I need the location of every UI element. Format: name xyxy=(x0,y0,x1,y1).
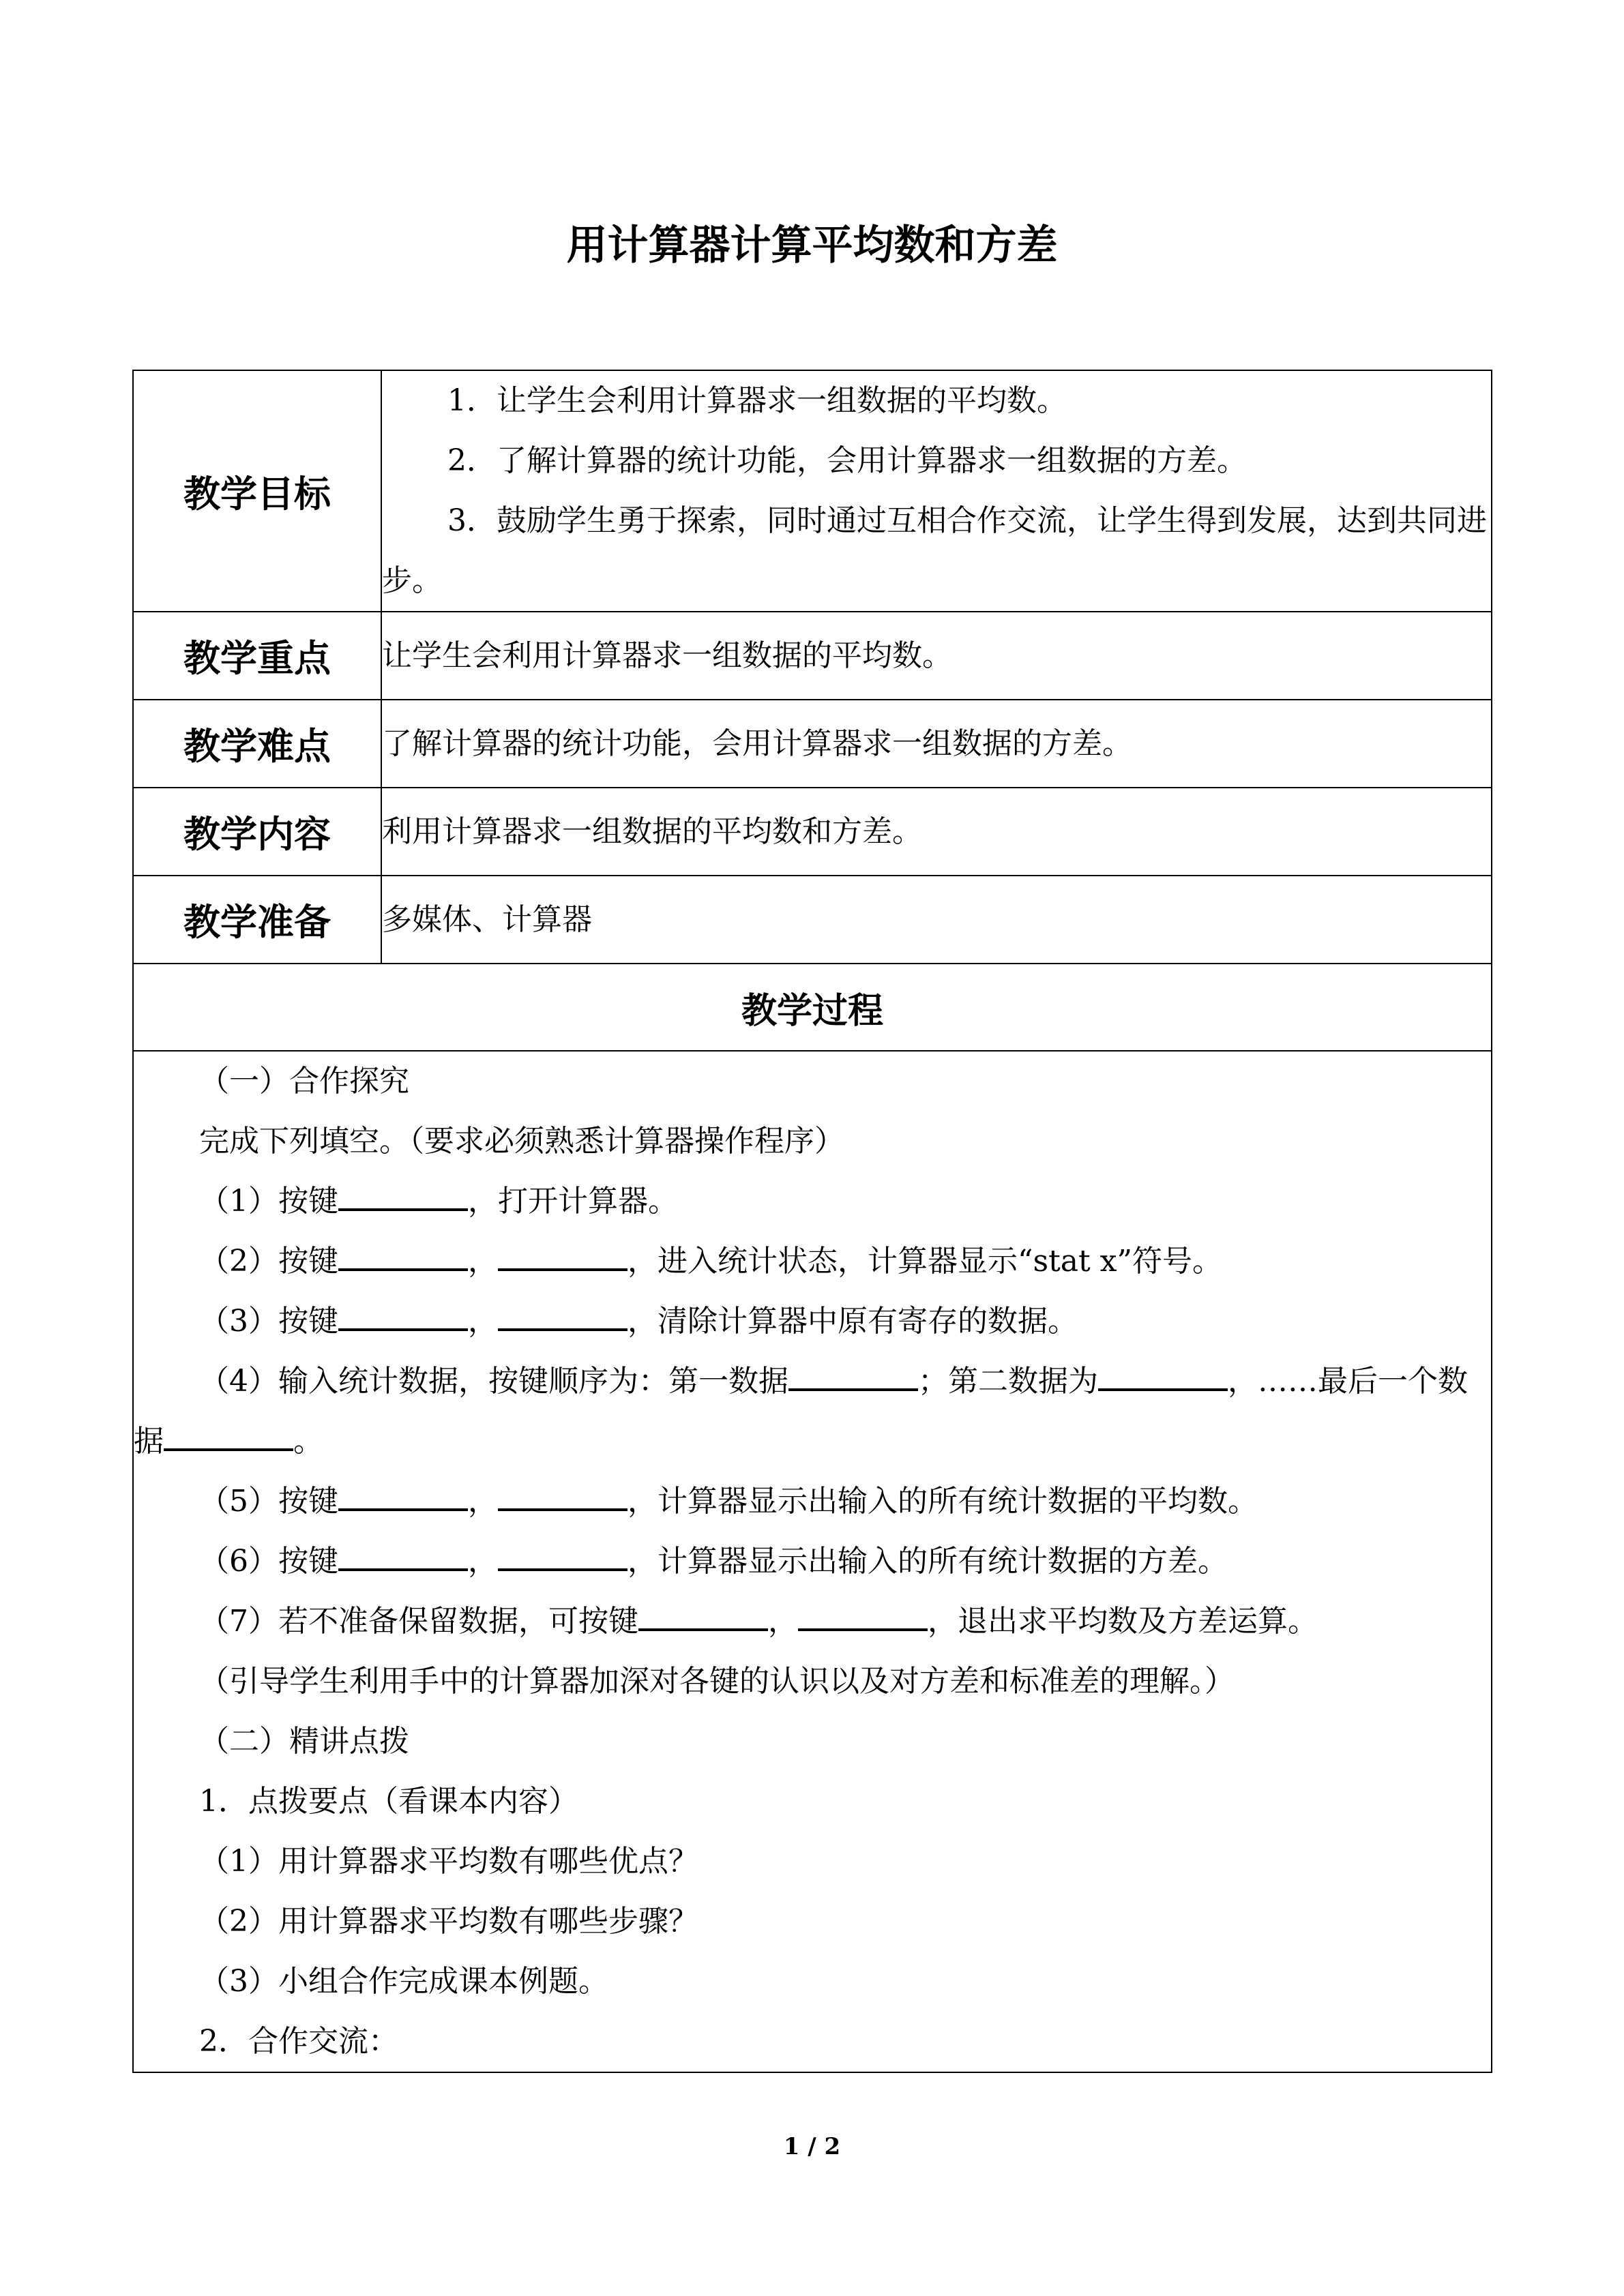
section-1-intro: 完成下列填空。（要求必须熟悉计算器操作程序） xyxy=(199,1124,844,1159)
label-key-point: 教学重点 xyxy=(133,612,381,700)
answer-blank xyxy=(338,1237,468,1271)
label-content: 教学内容 xyxy=(133,788,381,876)
answer-blank xyxy=(338,1177,468,1211)
preparation-text: 多媒体、计算器 xyxy=(381,876,1492,964)
key-point-text: 让学生会利用计算器求一组数据的平均数。 xyxy=(381,612,1492,700)
q1-text: （1）按键 xyxy=(199,1184,338,1219)
process-header: 教学过程 xyxy=(133,964,1492,1051)
row-goals xyxy=(133,370,1492,612)
section-1-title: （一）合作探究 xyxy=(199,1064,409,1099)
label-goals: 教学目标 xyxy=(133,370,381,612)
q2-text: （2）按键 xyxy=(199,1244,338,1279)
q3-sep: ， xyxy=(468,1304,498,1339)
q7-text-end: ，退出求平均数及方差运算。 xyxy=(928,1604,1318,1639)
q5-text: （5）按键 xyxy=(199,1484,338,1519)
question-1 xyxy=(134,1172,1491,1232)
row-process-header xyxy=(133,964,1492,1051)
row-content xyxy=(133,788,1492,876)
goal-item: 2．了解计算器的统计功能，会用计算器求一组数据的方差。 xyxy=(447,443,1247,478)
question-5 xyxy=(134,1472,1491,1532)
question-6 xyxy=(134,1532,1491,1592)
content-text: 利用计算器求一组数据的平均数和方差。 xyxy=(381,788,1492,876)
q5-sep: ， xyxy=(468,1484,498,1519)
q3-text-end: ，清除计算器中原有寄存的数据。 xyxy=(628,1304,1078,1339)
row-preparation xyxy=(133,876,1492,964)
q7-sep: ， xyxy=(768,1604,798,1639)
q4-text: （4）输入统计数据，按键顺序为：第一数据 xyxy=(199,1364,788,1399)
point-1-3: （3）小组合作完成课本例题。 xyxy=(199,1964,608,1999)
q2-sep: ， xyxy=(468,1244,498,1279)
q2-text-end: ，进入统计状态，计算器显示“stat x”符号。 xyxy=(628,1244,1222,1279)
row-difficulty xyxy=(133,700,1492,788)
answer-blank xyxy=(788,1357,918,1391)
label-preparation: 教学准备 xyxy=(133,876,381,964)
goal-item: 3．鼓励学生勇于探索，同时通过互相合作交流，让学生得到发展，达到共同进步。 xyxy=(382,503,1487,598)
row-process-body xyxy=(133,1051,1492,2072)
question-7 xyxy=(134,1592,1491,1652)
answer-blank xyxy=(164,1417,293,1451)
answer-blank xyxy=(798,1597,928,1631)
difficulty-text: 了解计算器的统计功能，会用计算器求一组数据的方差。 xyxy=(381,700,1492,788)
label-difficulty: 教学难点 xyxy=(133,700,381,788)
goal-item: 1．让学生会利用计算器求一组数据的平均数。 xyxy=(447,383,1067,418)
answer-blank xyxy=(498,1477,628,1511)
q4-text-end: 。 xyxy=(293,1424,323,1459)
q5-text-end: ，计算器显示出输入的所有统计数据的平均数。 xyxy=(628,1484,1258,1519)
question-4 xyxy=(134,1352,1491,1472)
q6-text-end: ，计算器显示出输入的所有统计数据的方差。 xyxy=(628,1544,1228,1579)
guide-note: （引导学生利用手中的计算器加深对各键的认识以及对方差和标准差的理解。） xyxy=(199,1664,1235,1699)
q4-text-mid2: ，……最后一个数据 xyxy=(134,1364,1468,1459)
q7-text: （7）若不准备保留数据，可按键 xyxy=(199,1604,638,1639)
answer-blank xyxy=(338,1297,468,1331)
q6-sep: ， xyxy=(468,1544,498,1579)
q6-text: （6）按键 xyxy=(199,1544,338,1579)
point-1-2: （2）用计算器求平均数有哪些步骤？ xyxy=(199,1904,698,1939)
point-2: 2．合作交流： xyxy=(199,2024,398,2059)
row-key-point xyxy=(133,612,1492,700)
point-1-1: （1）用计算器求平均数有哪些优点？ xyxy=(199,1844,698,1879)
process-body xyxy=(133,1051,1492,2072)
answer-blank xyxy=(638,1597,768,1631)
lesson-plan-table xyxy=(132,370,1492,2073)
goals-cell xyxy=(381,370,1492,612)
answer-blank xyxy=(338,1477,468,1511)
question-2 xyxy=(134,1232,1491,1292)
q3-text: （3）按键 xyxy=(199,1304,338,1339)
answer-blank xyxy=(498,1297,628,1331)
answer-blank xyxy=(498,1537,628,1571)
point-1: 1．点拨要点（看课本内容） xyxy=(199,1784,578,1819)
answer-blank xyxy=(1098,1357,1228,1391)
page-number: 1 / 2 xyxy=(783,2133,841,2160)
answer-blank xyxy=(498,1237,628,1271)
question-3 xyxy=(134,1292,1491,1352)
q1-text-end: ，打开计算器。 xyxy=(468,1184,678,1219)
q4-text-mid: ；第二数据为 xyxy=(918,1364,1098,1399)
section-2-title: （二）精讲点拨 xyxy=(199,1724,409,1759)
page-title: 用计算器计算平均数和方差 xyxy=(566,222,1058,269)
answer-blank xyxy=(338,1537,468,1571)
